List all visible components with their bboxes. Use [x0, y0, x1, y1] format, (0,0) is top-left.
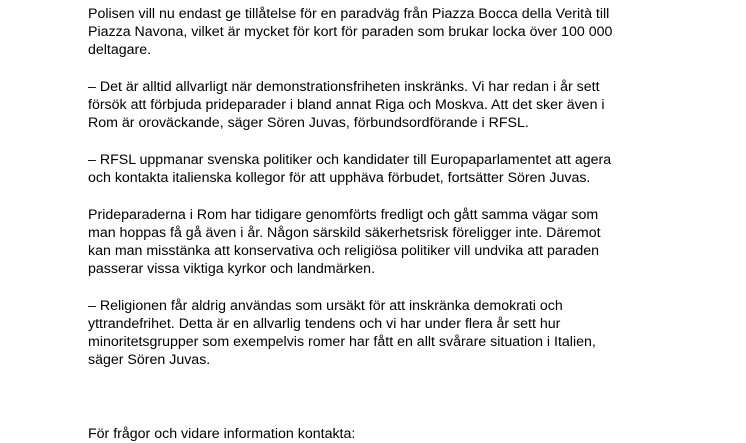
text-line: – Religionen får aldrig användas som ursäkt för att inskränka demokrati och: [88, 298, 563, 314]
text-line: passerar vissa viktiga kyrkor och landmärken.: [88, 261, 376, 277]
paragraph-quote-rfsl-appeal: [88, 151, 728, 187]
text-line: säger Sören Juvas.: [88, 352, 211, 368]
text-line: man hoppas få gå även i år. Någon särskild säkerhetsrisk föreligger inte. Däremot: [88, 225, 601, 241]
section-spacer: [88, 388, 728, 425]
paragraph-pride-history: [88, 206, 728, 278]
document-body: [88, 5, 728, 443]
text-line: Polisen vill nu endast ge tillåtelse för en paradväg från Piazza Bocca della Verità till: [88, 6, 610, 22]
text-line: deltagare.: [88, 42, 152, 58]
paragraph-quote-demonstration-freedom: [88, 78, 728, 132]
text-line: försök att förbjuda prideparader i bland annat Riga och Moskva. Att det sker även i: [88, 97, 605, 113]
text-line: kan man misstänka att konservativa och religiösa politiker vill undvika att paraden: [88, 243, 600, 259]
text-line: Rom är oroväckande, säger Sören Juvas, förbundsordförande i RFSL.: [88, 115, 529, 131]
contact-heading: För frågor och vidare information kontakta:: [88, 426, 356, 442]
paragraph-quote-religion: [88, 297, 728, 369]
text-line: Piazza Navona, vilket är mycket för kort för paraden som brukar locka över 100 000: [88, 24, 613, 40]
text-line: – RFSL uppmanar svenska politiker och kandidater till Europaparlamentet att agera: [88, 152, 612, 168]
text-line: minoritetsgrupper som exempelvis romer har fått en allt svårare situation i Italien,: [88, 334, 596, 350]
text-line: yttrandefrihet. Detta är en allvarlig tendens och vi har under flera år sett hur: [88, 316, 561, 332]
paragraph-parade-route: [88, 5, 728, 59]
text-line: – Det är alltid allvarligt när demonstrationsfriheten inskränks. Vi har redan i år sett: [88, 79, 600, 95]
text-line: och kontakta italienska kollegor för att upphäva förbudet, fortsätter Sören Juvas.: [88, 170, 591, 186]
text-line: Prideparaderna i Rom har tidigare genomförts fredligt och gått samma vägar som: [88, 207, 599, 223]
